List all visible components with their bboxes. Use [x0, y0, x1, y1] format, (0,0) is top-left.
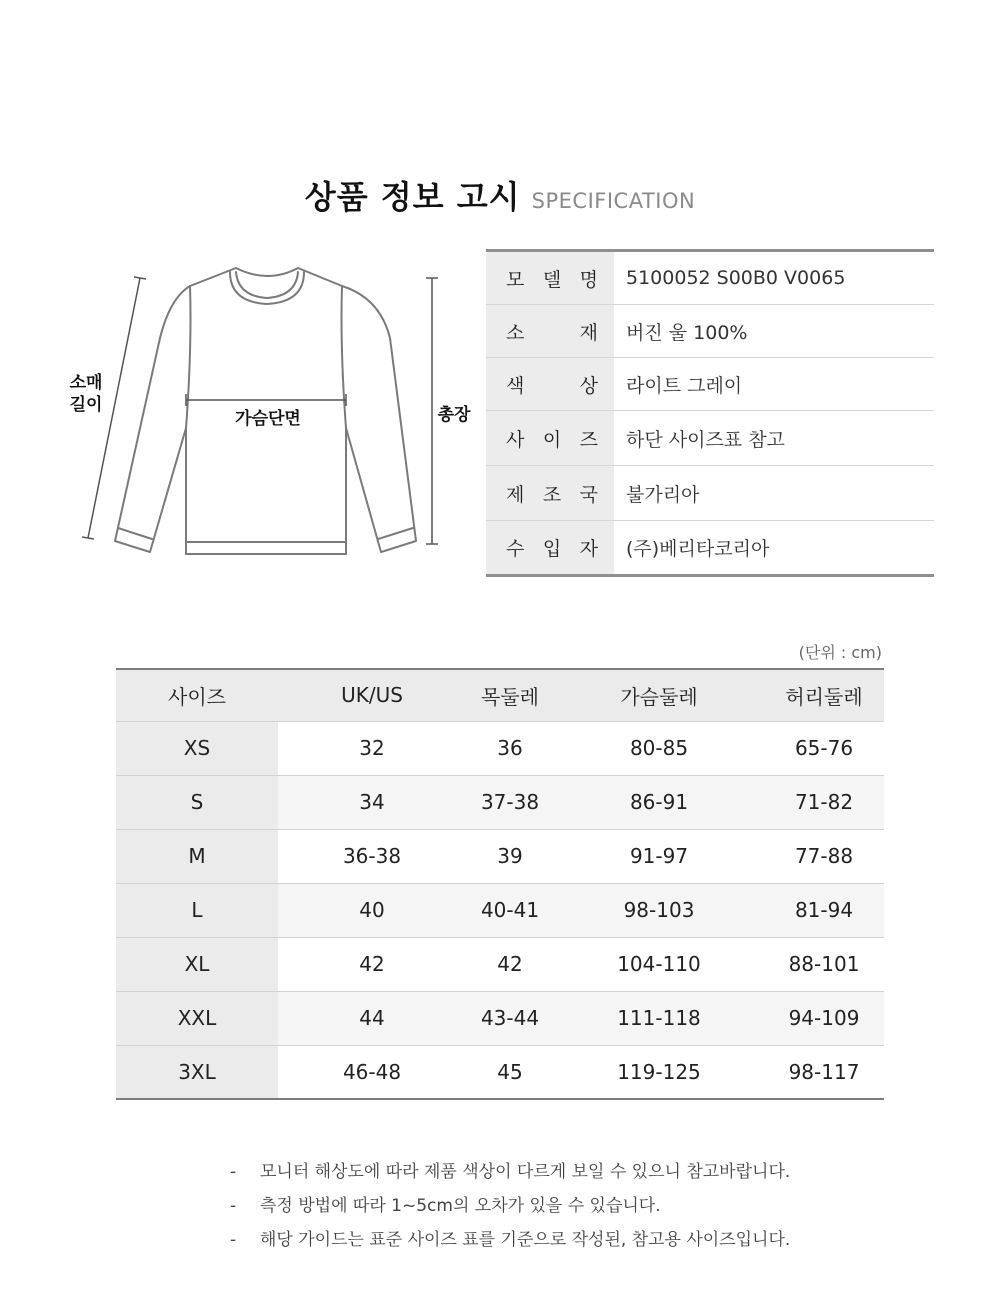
spec-key-char: 명	[579, 268, 598, 291]
table-cell: 94-109	[764, 991, 884, 1045]
table-cell: 36-38	[278, 829, 466, 883]
table-cell: XL	[116, 937, 278, 991]
spec-key-char: 상	[579, 374, 598, 397]
note-dash: -	[230, 1196, 237, 1216]
table-cell: 80-85	[554, 721, 764, 775]
spec-key	[486, 521, 614, 574]
spec-row-size	[486, 411, 934, 466]
spec-key	[486, 358, 614, 410]
sleeve-length-label	[66, 372, 106, 416]
title-main: 상품 정보 고시	[304, 178, 521, 216]
table-row	[116, 721, 884, 775]
table-cell: 111-118	[554, 991, 764, 1045]
title-sub: SPECIFICATION	[531, 189, 696, 213]
note-dash: -	[230, 1230, 237, 1250]
spec-key	[486, 252, 614, 304]
table-cell: 46-48	[278, 1045, 466, 1099]
garment-diagram	[60, 258, 480, 568]
size-table	[116, 668, 884, 1100]
table-cell: XS	[116, 721, 278, 775]
note-text: 모니터 해상도에 따라 제품 색상이 다르게 보일 수 있으니 참고바랍니다.	[260, 1162, 791, 1182]
table-cell: 104-110	[554, 937, 764, 991]
table-row	[116, 883, 884, 937]
spec-row-material	[486, 305, 934, 358]
note-item	[230, 1223, 870, 1257]
header-waist: 허리둘레	[764, 669, 884, 721]
table-cell: 45	[466, 1045, 554, 1099]
table-cell: 86-91	[554, 775, 764, 829]
chest-width-label: 가슴단면	[235, 409, 301, 429]
spec-key-char: 제	[506, 483, 525, 506]
table-cell: 37-38	[466, 775, 554, 829]
table-cell: 81-94	[764, 883, 884, 937]
spec-value: (주)베리타코리아	[626, 538, 770, 560]
spec-key-char: 조	[542, 483, 562, 506]
table-cell: 40	[278, 883, 466, 937]
spec-key-char: 델	[542, 268, 562, 291]
table-row	[116, 775, 884, 829]
spec-row-color	[486, 358, 934, 411]
table-cell: L	[116, 883, 278, 937]
header-chest: 가슴둘레	[554, 669, 764, 721]
spec-key	[486, 466, 614, 520]
spec-row-country	[486, 466, 934, 521]
table-cell: 39	[466, 829, 554, 883]
table-cell: 34	[278, 775, 466, 829]
table-cell: 71-82	[764, 775, 884, 829]
spec-key-char: 입	[542, 538, 562, 560]
table-cell: 42	[278, 937, 466, 991]
table-cell: 88-101	[764, 937, 884, 991]
table-cell: M	[116, 829, 278, 883]
table-cell: 65-76	[764, 721, 884, 775]
spec-value: 하단 사이즈표 참고	[626, 428, 785, 451]
spec-key	[486, 411, 614, 465]
note-item	[230, 1155, 870, 1189]
spec-key-char: 모	[506, 268, 525, 291]
table-cell: 42	[466, 937, 554, 991]
spec-key-char: 자	[579, 538, 598, 560]
table-row	[116, 1045, 884, 1099]
note-item	[230, 1189, 870, 1223]
table-cell: 77-88	[764, 829, 884, 883]
table-cell: 40-41	[466, 883, 554, 937]
spec-row-model	[486, 252, 934, 305]
unit-label: (단위 : cm)	[798, 643, 882, 662]
table-cell: 36	[466, 721, 554, 775]
spec-key-char: 사	[506, 428, 525, 451]
header-ukus: UK/US	[278, 669, 466, 721]
table-cell: S	[116, 775, 278, 829]
spec-row-importer	[486, 521, 934, 574]
table-cell: 32	[278, 721, 466, 775]
table-cell: 91-97	[554, 829, 764, 883]
table-cell: 98-117	[764, 1045, 884, 1099]
table-cell: 43-44	[466, 991, 554, 1045]
total-length-label: 총장	[437, 405, 471, 425]
spec-key-char: 즈	[579, 428, 598, 451]
size-table-header	[116, 669, 884, 721]
spec-value: 라이트 그레이	[626, 374, 743, 397]
page-title	[0, 172, 1000, 218]
spec-value: 5100052 S00B0 V0065	[626, 267, 846, 289]
spec-table	[486, 249, 934, 577]
table-cell: 44	[278, 991, 466, 1045]
table-row	[116, 991, 884, 1045]
table-cell: 98-103	[554, 883, 764, 937]
spec-value: 불가리아	[626, 483, 700, 506]
table-cell: 119-125	[554, 1045, 764, 1099]
note-dash: -	[230, 1162, 237, 1182]
spec-value: 버진 울 100%	[626, 321, 748, 344]
table-row	[116, 937, 884, 991]
sleeve-label-line2: 길이	[69, 395, 103, 415]
table-cell: 3XL	[116, 1045, 278, 1099]
spec-key-char: 소	[506, 321, 525, 344]
spec-key-char: 수	[506, 538, 525, 560]
spec-key-char: 국	[579, 483, 598, 506]
header-neck: 목둘레	[466, 669, 554, 721]
spec-key-char: 이	[542, 428, 562, 451]
spec-key-char: 색	[506, 374, 525, 397]
note-text: 측정 방법에 따라 1~5cm의 오차가 있을 수 있습니다.	[260, 1196, 661, 1216]
note-text: 해당 가이드는 표준 사이즈 표를 기준으로 작성된, 참고용 사이즈입니다.	[260, 1230, 791, 1250]
sleeve-label-line1: 소매	[69, 373, 103, 393]
spec-key-char: 재	[579, 321, 598, 344]
header-size: 사이즈	[116, 669, 278, 721]
spec-key	[486, 305, 614, 357]
table-row	[116, 829, 884, 883]
notes-list	[230, 1155, 870, 1257]
table-cell: XXL	[116, 991, 278, 1045]
